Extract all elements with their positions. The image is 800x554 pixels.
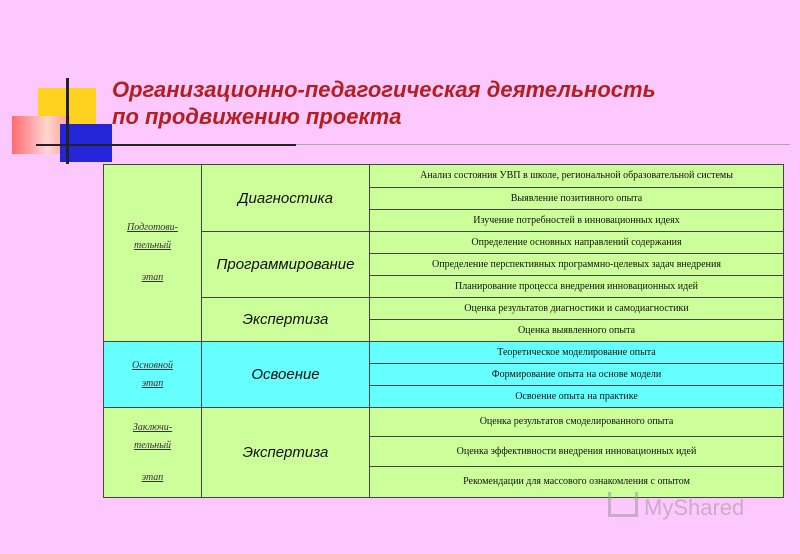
phase-programming: Программирование xyxy=(202,232,370,298)
table-row xyxy=(104,342,784,364)
task-cell: Анализ состояния УВП в школе, региональной образовательной системы xyxy=(370,165,784,188)
task-cell: Освоение опыта на практике xyxy=(370,386,784,408)
table-row xyxy=(104,232,784,254)
task-cell: Определение перспективных программно-целевых задач внедрения xyxy=(370,254,784,276)
task-cell: Оценка эффективности внедрения инновационных идей xyxy=(370,437,784,467)
phase-mastering: Освоение xyxy=(202,342,370,408)
decor-horizontal-line xyxy=(36,144,296,146)
stage-cell-main: Основной этап xyxy=(104,342,202,408)
task-cell: Определение основных направлений содержания xyxy=(370,232,784,254)
watermark: MyShared xyxy=(608,492,744,521)
task-cell: Планирование процесса внедрения инновационных идей xyxy=(370,276,784,298)
stage-cell-preparatory: Подготови- тельный этап xyxy=(104,165,202,342)
task-cell: Оценка результатов смоделированного опыта xyxy=(370,408,784,437)
task-cell: Теоретическое моделирование опыта xyxy=(370,342,784,364)
table-row xyxy=(104,165,784,188)
title-line-2: по продвижению проекта xyxy=(112,104,402,129)
task-cell: Рекомендации для массового ознакомления с опытом xyxy=(370,467,784,498)
decor-vertical-line xyxy=(66,78,69,164)
stage-cell-final: Заключи- тельный этап xyxy=(104,408,202,498)
page-title xyxy=(112,76,782,130)
phase-expertise: Экспертиза xyxy=(202,298,370,342)
phase-diagnostics: Диагностика xyxy=(202,165,370,232)
task-cell: Формирование опыта на основе модели xyxy=(370,364,784,386)
task-cell: Оценка результатов диагностики и самодиагностики xyxy=(370,298,784,320)
task-cell: Выявление позитивного опыта xyxy=(370,188,784,210)
task-cell: Изучение потребностей в инновационных идеях xyxy=(370,210,784,232)
table-row xyxy=(104,408,784,437)
phase-expertise-final: Экспертиза xyxy=(202,408,370,498)
task-cell: Оценка выявленного опыта xyxy=(370,320,784,342)
project-plan-table xyxy=(103,164,784,498)
presentation-icon xyxy=(608,492,638,517)
title-line-1: Организационно-педагогическая деятельность xyxy=(112,77,656,102)
table-row xyxy=(104,298,784,320)
